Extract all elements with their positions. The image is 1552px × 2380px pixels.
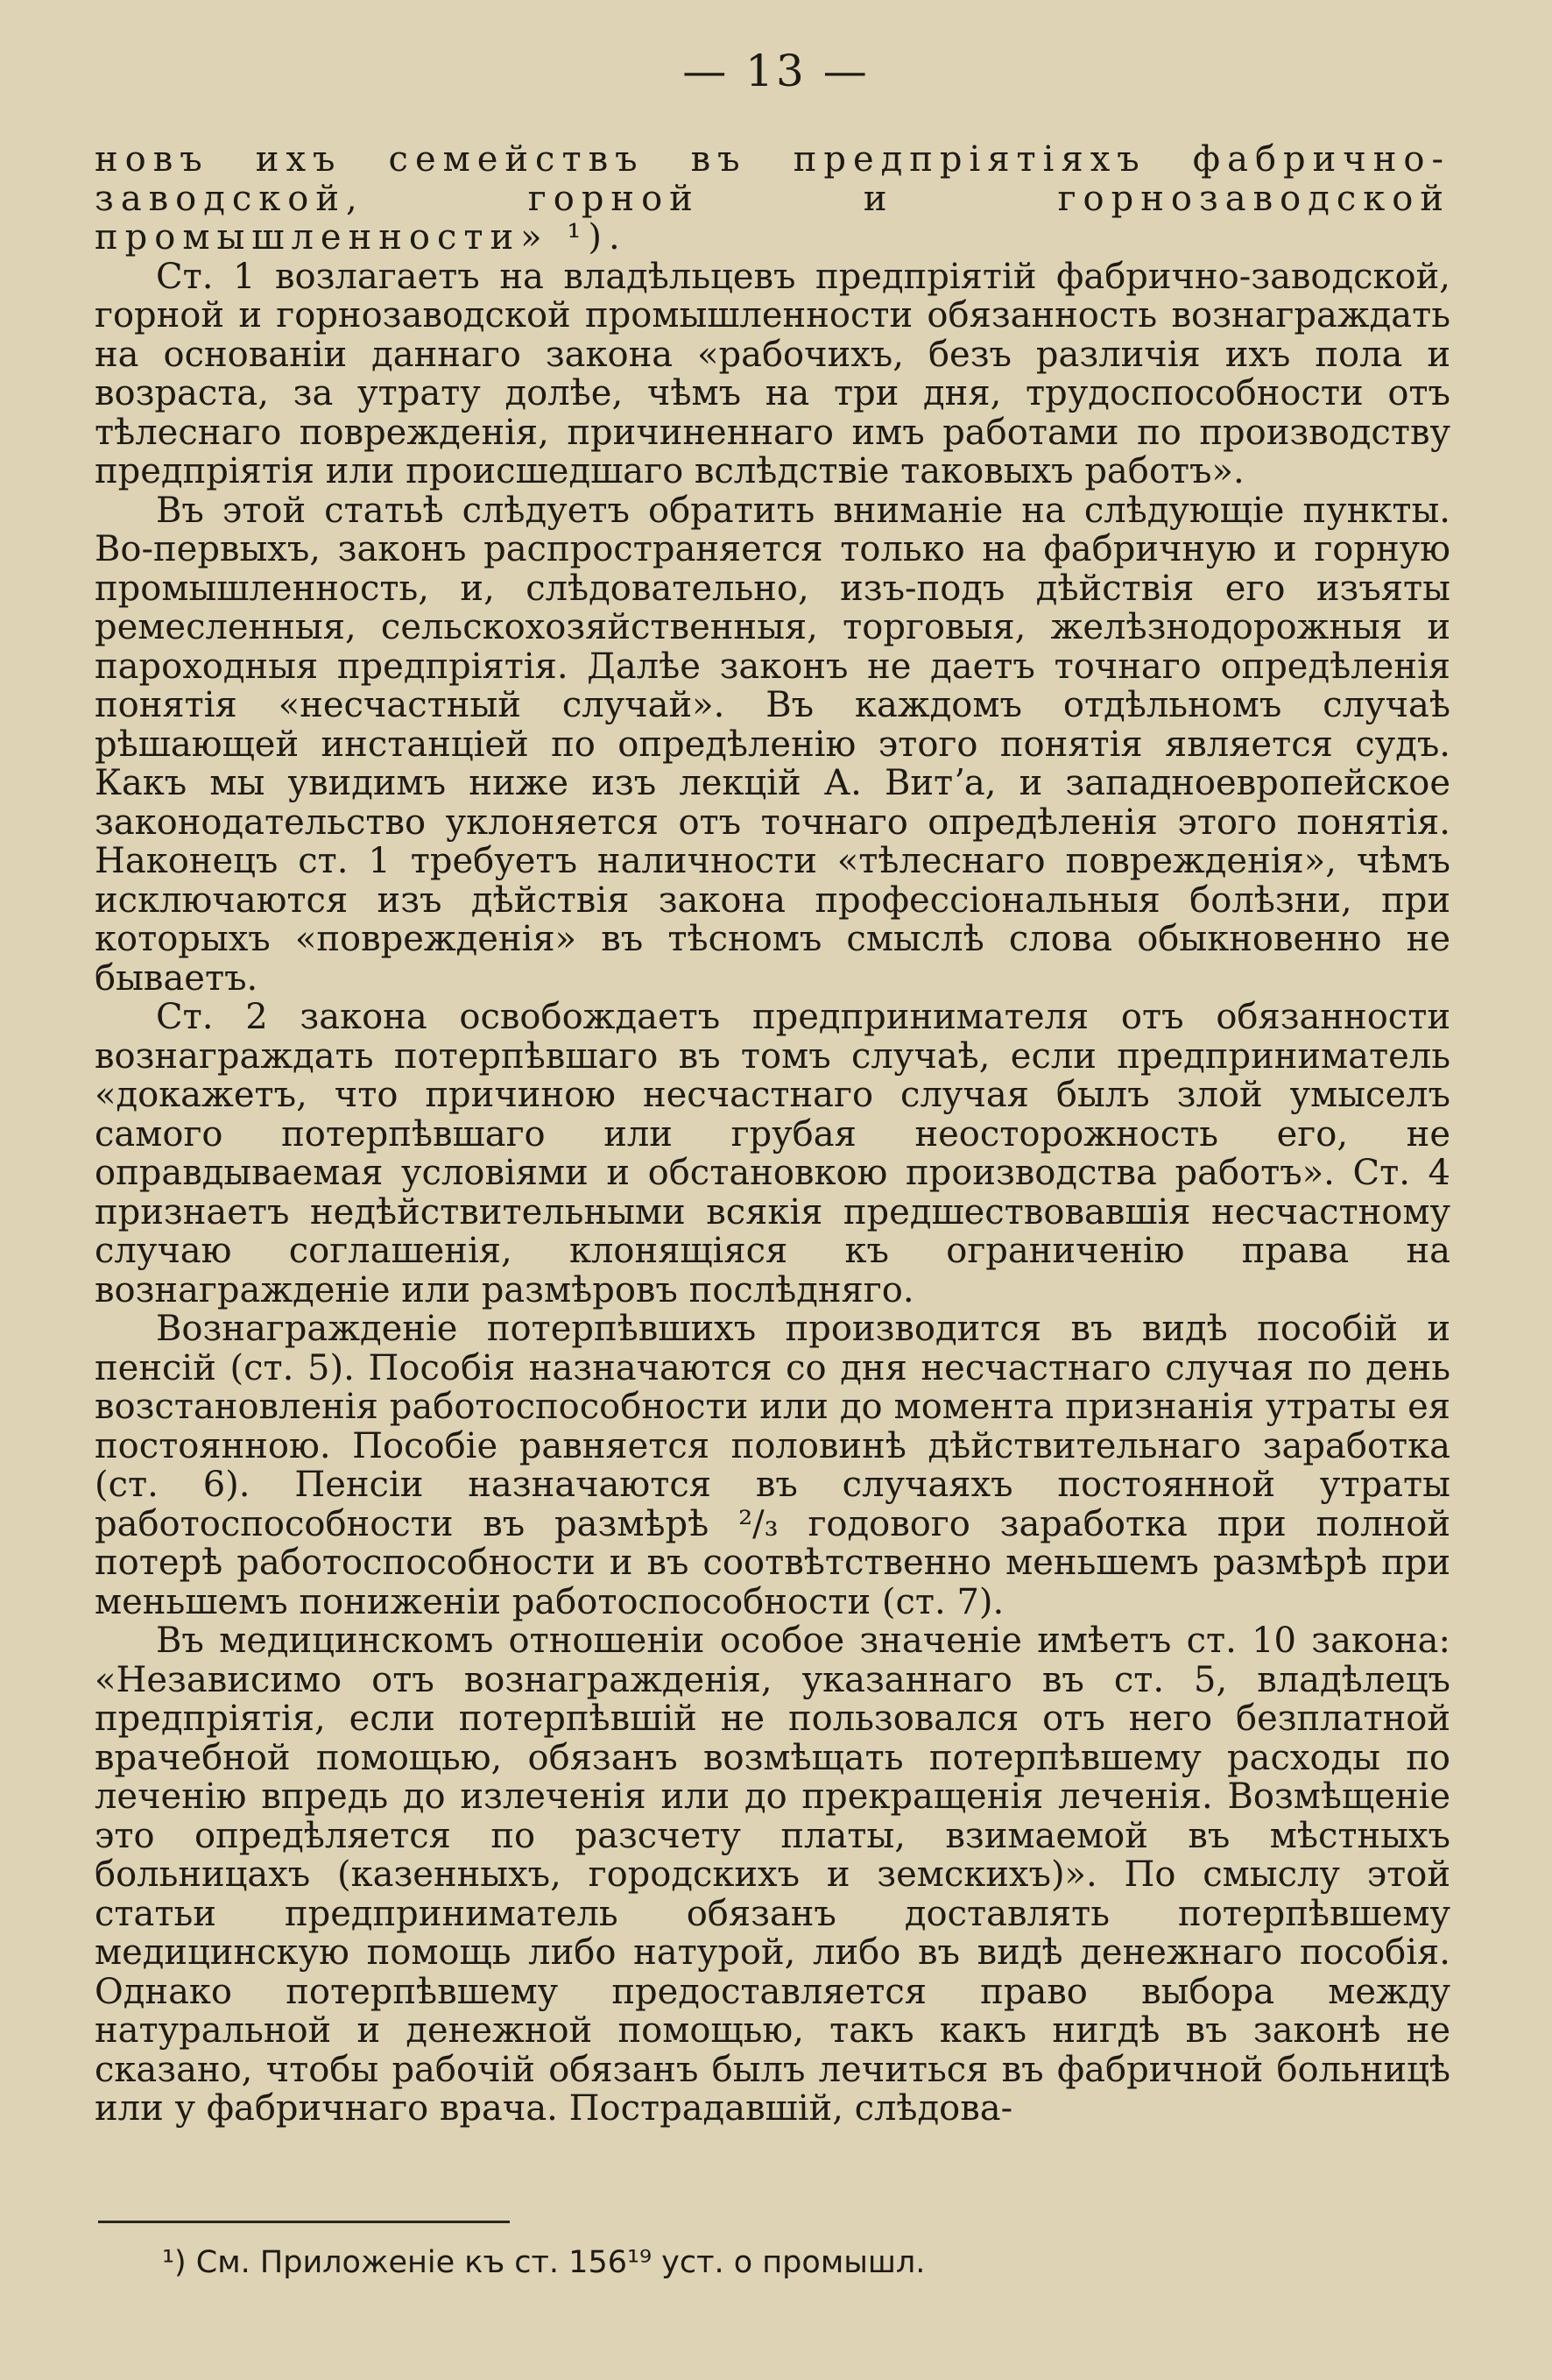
body-text (95, 140, 1450, 2129)
paragraph: Въ этой статьѣ слѣдуетъ обратить вниманіе на слѣдующіе пункты. Во-первыхъ, законъ распространяется только на фабричную и горную промышленность, и, слѣдовательно, изъ-подъ дѣйствія его изъяты ремесленныя, сельскохозяйственныя, торговыя, желѣзнодорожныя и пароходныя предпріятія. Далѣе законъ не даетъ точнаго опредѣленія понятія «несчастный случай». Въ каждомъ отдѣльномъ случаѣ рѣшающей инстанціей по опредѣленію этого понятія является судъ. Какъ мы увидимъ ниже изъ лекцій А. Витʼа, и западноевропейское законодательство уклоняется отъ точнаго опредѣленія этого понятія. Наконецъ ст. 1 требуетъ наличности «тѣлеснаго поврежденія», чѣмъ исключаются изъ дѣйствія закона профессіональныя болѣзни, при которыхъ «поврежденія» въ тѣсномъ смыслѣ слова обыкновенно не бываетъ. (95, 490, 1450, 999)
paragraph: новъ ихъ семействъ въ предпріятіяхъ фабрично-заводской, горной и горнозаводской промышленности» ¹). (95, 139, 1450, 258)
paragraph: Вознагражденіе потерпѣвшихъ производится въ видѣ пособій и пенсій (ст. 5). Пособія назначаются со дня несчастнаго случая по день возстановленія работоспособности или до момента признанія утраты ея постоянною. Пособіе равняется половинѣ дѣйствительнаго заработка (ст. 6). Пенсіи назначаются въ случаяхъ постоянной утраты работоспособности въ размѣрѣ ²/₃ годового заработка при полной потерѣ работоспособности и въ соотвѣтственно меньшемъ размѣрѣ при меньшемъ пониженіи работоспособности (ст. 7). (95, 1309, 1450, 1622)
page-number: — 13 — (682, 46, 870, 96)
paragraph: Ст. 1 возлагаетъ на владѣльцевъ предпріятій фабрично-заводской, горной и горнозаводской промышленности обязанность вознаграждать на основаніи даннаго закона «рабочихъ, безъ различія ихъ пола и возраста, за утрату долѣе, чѣмъ на три дня, трудоспособности отъ тѣлеснаго поврежденія, причиненнаго имъ работами по производству предпріятія или происшедшаго вслѣдствіе таковыхъ работъ». (95, 256, 1450, 491)
paragraph: Ст. 2 закона освобождаетъ предпринимателя отъ обязанности вознаграждать потерпѣвшаго въ томъ случаѣ, если предприниматель «докажетъ, что причиною несчастнаго случая былъ злой умыселъ самого потерпѣвшаго или грубая неосторожность его, не оправдываемая условіями и обстановкою производства работъ». Ст. 4 признаетъ недѣйствительными всякія предшествовавшія несчастному случаю соглашенія, клонящіяся къ ограниченію права на вознагражденіе или размѣровъ послѣдняго. (95, 997, 1450, 1310)
footnote: ¹) См. Приложеніе къ ст. 156¹⁹ уст. о промышл. (162, 2245, 926, 2280)
footnote-divider (98, 2221, 510, 2223)
paragraph: Въ медицинскомъ отношеніи особое значеніе имѣетъ ст. 10 закона: «Независимо отъ вознагражденія, указаннаго въ ст. 5, владѣлецъ предпріятія, если потерпѣвшій не пользовался отъ него безплатной врачебной помощью, обязанъ возмѣщать потерпѣвшему расходы по леченію впредь до излеченія или до прекращенія леченія. Возмѣщеніе это опредѣляется по разсчету платы, взимаемой въ мѣстныхъ больницахъ (казенныхъ, городскихъ и земскихъ)». По смыслу этой статьи предприниматель обязанъ доставлять потерпѣвшему медицинскую помощь либо натурой, либо въ видѣ денежнаго пособія. Однако потерпѣвшему предоставляется право выбора между натуральной и денежной помощью, такъ какъ нигдѣ въ законѣ не сказано, чтобы рабочій обязанъ былъ лечиться въ фабричной больницѣ или у фабричнаго врача. Пострадавшій, слѣдова- (95, 1621, 1450, 2129)
